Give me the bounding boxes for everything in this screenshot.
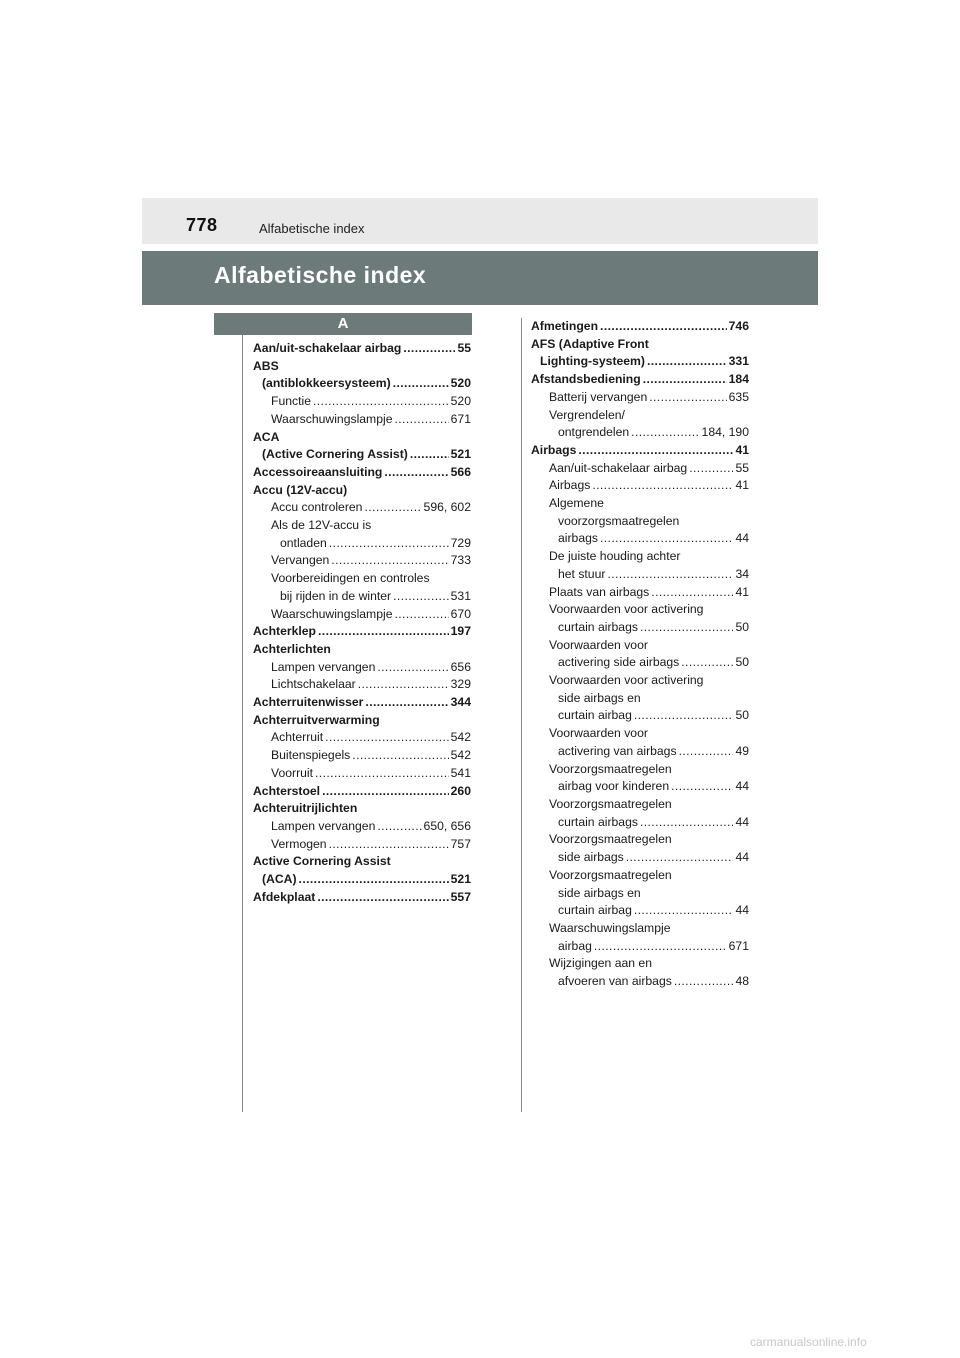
index-heading: Active Cornering Assist <box>253 854 391 869</box>
entry-page: 557 <box>450 889 471 904</box>
index-entry <box>253 411 471 429</box>
entry-label: Waarschuwingslampje <box>271 606 393 621</box>
dot-leader <box>631 424 699 442</box>
entry-page: 44 <box>735 903 749 918</box>
index-entry <box>253 623 471 641</box>
dot-leader <box>394 606 448 624</box>
entry-label: curtain airbag <box>558 708 632 723</box>
index-entry <box>253 446 471 464</box>
entry-label: ontgrendelen <box>558 425 630 440</box>
index-entry <box>531 353 749 371</box>
dot-leader <box>600 318 727 336</box>
index-entry <box>253 393 471 411</box>
title-band <box>142 251 818 305</box>
entry-label: Accu controleren <box>271 500 363 515</box>
dot-leader <box>410 446 449 464</box>
dot-leader <box>325 729 449 747</box>
index-entry <box>531 938 749 956</box>
index-entry <box>253 535 471 553</box>
entry-label: afvoeren van airbags <box>558 974 672 989</box>
entry-page: 50 <box>735 619 749 634</box>
index-entry <box>531 566 749 584</box>
dot-leader <box>640 814 733 832</box>
entry-label: airbags <box>558 531 598 546</box>
index-heading: Als de 12V-accu is <box>271 518 372 533</box>
index-entry <box>253 747 471 765</box>
entry-label: Afdekplaat <box>253 889 316 904</box>
index-entry <box>531 442 749 460</box>
entry-label: bij rijden in de winter <box>280 588 392 603</box>
entry-label: Waarschuwingslampje <box>271 411 393 426</box>
entry-page: 635 <box>728 389 749 404</box>
entry-page: 34 <box>735 566 749 581</box>
entry-label: side airbags <box>558 850 624 865</box>
entry-label: Lighting-systeem) <box>540 354 645 369</box>
entry-page: 55 <box>735 460 749 475</box>
index-entry <box>253 375 471 393</box>
right-column-rule <box>521 318 522 1112</box>
entry-label: curtain airbag <box>558 903 632 918</box>
entry-label: Afstandsbediening <box>531 372 641 387</box>
entry-page: 41 <box>735 584 749 599</box>
entry-page: 197 <box>450 624 471 639</box>
entry-page: 542 <box>450 730 471 745</box>
index-entry <box>253 676 471 694</box>
entry-label: Lampen vervangen <box>271 659 376 674</box>
dot-leader <box>364 499 421 517</box>
index-entry <box>531 849 749 867</box>
entry-page: 671 <box>728 938 749 953</box>
entry-label: Voorruit <box>271 765 314 780</box>
entry-label: Batterij vervangen <box>549 389 648 404</box>
index-heading: Wijzigingen aan en <box>549 956 652 971</box>
entry-page: 746 <box>728 319 749 333</box>
entry-label: airbag <box>558 938 592 953</box>
entry-page: 50 <box>735 655 749 670</box>
header-bar <box>142 198 818 244</box>
dot-leader <box>299 871 449 889</box>
index-entry <box>531 460 749 478</box>
entry-label: het stuur <box>558 566 606 581</box>
entry-page: 520 <box>450 394 471 409</box>
dot-leader <box>689 460 733 478</box>
index-entry <box>253 836 471 854</box>
index-entry <box>253 499 471 517</box>
index-heading: Waarschuwingslampje <box>549 920 671 935</box>
dot-leader <box>649 389 726 407</box>
index-column-right <box>531 318 749 991</box>
running-title: Alfabetische index <box>259 221 365 236</box>
index-heading: Voorwaarden voor activering <box>549 602 704 617</box>
index-heading: Accu (12V-accu) <box>253 482 348 497</box>
entry-label: Functie <box>271 394 311 409</box>
index-heading: Achterlichten <box>253 641 331 656</box>
dot-leader <box>358 676 449 694</box>
index-entry <box>531 654 749 672</box>
entry-label: Achterstoel <box>253 783 321 798</box>
entry-page: 50 <box>735 708 749 723</box>
entry-label: (ACA) <box>262 872 297 887</box>
page-number: 778 <box>186 215 218 235</box>
entry-page: 733 <box>450 553 471 568</box>
dot-leader <box>634 707 734 725</box>
entry-label: (Active Cornering Assist) <box>262 447 408 462</box>
entry-page: 656 <box>450 659 471 674</box>
index-heading: Algemene <box>549 496 604 511</box>
dot-leader <box>578 442 733 460</box>
index-entry <box>531 619 749 637</box>
index-entry <box>253 340 471 358</box>
entry-label: Aan/uit-schakelaar airbag <box>253 341 402 355</box>
entry-label: Achterruitenwisser <box>253 695 364 710</box>
entry-label: Plaats van airbags <box>549 584 650 599</box>
entry-label: activering side airbags <box>558 655 680 670</box>
dot-leader <box>331 552 448 570</box>
index-entry <box>253 871 471 889</box>
index-entry <box>531 477 749 495</box>
entry-page: 596, 602 <box>423 500 471 515</box>
left-column-rule <box>242 335 243 1112</box>
index-heading: Voorwaarden voor activering <box>549 673 704 688</box>
entry-page: 44 <box>735 814 749 829</box>
dot-leader <box>313 393 449 411</box>
dot-leader <box>640 619 733 637</box>
index-entry <box>531 530 749 548</box>
entry-label: Lampen vervangen <box>271 818 376 833</box>
index-entry <box>253 765 471 783</box>
dot-leader <box>671 778 733 796</box>
dot-leader <box>681 654 733 672</box>
dot-leader <box>607 566 733 584</box>
entry-page: 41 <box>735 442 749 457</box>
entry-page: 49 <box>735 743 749 758</box>
dot-leader <box>643 371 727 389</box>
index-entry <box>253 588 471 606</box>
entry-page: 671 <box>450 411 471 426</box>
entry-label: Airbags <box>549 478 591 493</box>
index-heading: Voorzorgsmaatregelen <box>549 867 672 882</box>
entry-page: 344 <box>450 695 471 710</box>
entry-label: activering van airbags <box>558 743 677 758</box>
section-letter: A <box>214 313 472 335</box>
watermark: carmanualsonline.info <box>750 1335 867 1349</box>
entry-page: 670 <box>450 606 471 621</box>
dot-leader <box>322 783 449 801</box>
index-entry <box>253 464 471 482</box>
index-heading: Voorzorgsmaatregelen <box>549 796 672 811</box>
index-heading: side airbags en <box>558 690 641 705</box>
index-entry <box>531 584 749 602</box>
index-heading: ABS <box>253 358 279 373</box>
entry-label: (antiblokkeersysteem) <box>262 376 391 391</box>
entry-page: 184 <box>728 372 749 387</box>
entry-label: ontladen <box>280 535 327 550</box>
index-heading: Voorbereidingen en controles <box>271 571 430 586</box>
entry-page: 184, 190 <box>701 425 749 440</box>
entry-page: 331 <box>728 354 749 369</box>
index-entry <box>253 783 471 801</box>
entry-label: Accessoireaansluiting <box>253 464 383 479</box>
dot-leader <box>317 889 448 907</box>
index-entry <box>531 389 749 407</box>
index-entry <box>253 606 471 624</box>
entry-label: Airbags <box>531 442 577 457</box>
index-entry <box>253 659 471 677</box>
dot-leader <box>674 973 734 991</box>
dot-leader <box>393 375 449 393</box>
dot-leader <box>594 938 727 956</box>
entry-page: 521 <box>450 872 471 887</box>
entry-label: Aan/uit-schakelaar airbag <box>549 460 688 475</box>
dot-leader <box>315 765 449 783</box>
entry-page: 260 <box>450 783 471 798</box>
dot-leader <box>651 584 733 602</box>
entry-page: 44 <box>735 779 749 794</box>
index-heading: Voorzorgsmaatregelen <box>549 761 672 776</box>
index-entry <box>253 818 471 836</box>
entry-label: airbag voor kinderen <box>558 779 670 794</box>
entry-page: 757 <box>450 836 471 851</box>
index-entry <box>253 889 471 907</box>
dot-leader <box>393 588 449 606</box>
entry-page: 41 <box>735 478 749 493</box>
index-heading: Voorwaarden voor <box>549 726 648 741</box>
dot-leader <box>647 353 727 371</box>
entry-page: 520 <box>450 376 471 391</box>
index-entry <box>531 318 749 336</box>
dot-leader <box>403 340 455 358</box>
entry-page: 541 <box>450 765 471 780</box>
dot-leader <box>679 743 734 761</box>
dot-leader <box>318 623 449 641</box>
index-entry <box>531 371 749 389</box>
index-entry <box>531 707 749 725</box>
index-heading: voorzorgsmaatregelen <box>558 513 680 528</box>
entry-page: 729 <box>450 535 471 550</box>
entry-label: Achterruit <box>271 730 324 745</box>
dot-leader <box>384 464 448 482</box>
entry-page: 44 <box>735 850 749 865</box>
index-heading: Voorwaarden voor <box>549 637 648 652</box>
entry-label: curtain airbags <box>558 814 638 829</box>
entry-label: Vermogen <box>271 836 327 851</box>
index-column-left <box>253 340 471 907</box>
entry-label: Lichtschakelaar <box>271 677 356 692</box>
index-entry <box>253 694 471 712</box>
entry-label: Buitenspiegels <box>271 748 351 763</box>
dot-leader <box>329 535 449 553</box>
dot-leader <box>600 530 733 548</box>
index-heading: AFS (Adaptive Front <box>531 336 649 351</box>
page-title: Alfabetische index <box>214 262 427 288</box>
dot-leader <box>626 849 734 867</box>
index-heading: side airbags en <box>558 885 641 900</box>
index-heading: De juiste houding achter <box>549 549 681 564</box>
entry-label: Vervangen <box>271 553 330 568</box>
index-entry <box>531 814 749 832</box>
entry-page: 521 <box>450 447 471 462</box>
index-heading: ACA <box>253 429 280 444</box>
dot-leader <box>634 902 734 920</box>
entry-page: 566 <box>450 464 471 479</box>
index-heading: Voorzorgsmaatregelen <box>549 832 672 847</box>
dot-leader <box>365 694 448 712</box>
entry-page: 44 <box>735 531 749 546</box>
entry-label: curtain airbags <box>558 619 638 634</box>
entry-page: 542 <box>450 748 471 763</box>
index-entry <box>253 729 471 747</box>
index-entry <box>531 902 749 920</box>
index-heading: Achterruitverwarming <box>253 712 380 727</box>
dot-leader <box>394 411 448 429</box>
index-heading: Vergrendelen/ <box>549 407 625 422</box>
entry-page: 329 <box>450 677 471 692</box>
index-entry <box>531 743 749 761</box>
entry-page: 55 <box>457 341 471 355</box>
index-entry <box>531 424 749 442</box>
entry-page: 650, 656 <box>423 818 471 833</box>
dot-leader <box>377 818 421 836</box>
dot-leader <box>329 836 449 854</box>
dot-leader <box>592 477 733 495</box>
index-entry <box>253 552 471 570</box>
dot-leader <box>352 747 448 765</box>
dot-leader <box>377 659 448 677</box>
index-entry <box>531 778 749 796</box>
index-entry <box>531 973 749 991</box>
entry-label: Afmetingen <box>531 319 599 333</box>
index-heading: Achteruitrijlichten <box>253 801 358 816</box>
entry-page: 531 <box>450 588 471 603</box>
entry-page: 48 <box>735 974 749 989</box>
entry-label: Achterklep <box>253 624 316 639</box>
